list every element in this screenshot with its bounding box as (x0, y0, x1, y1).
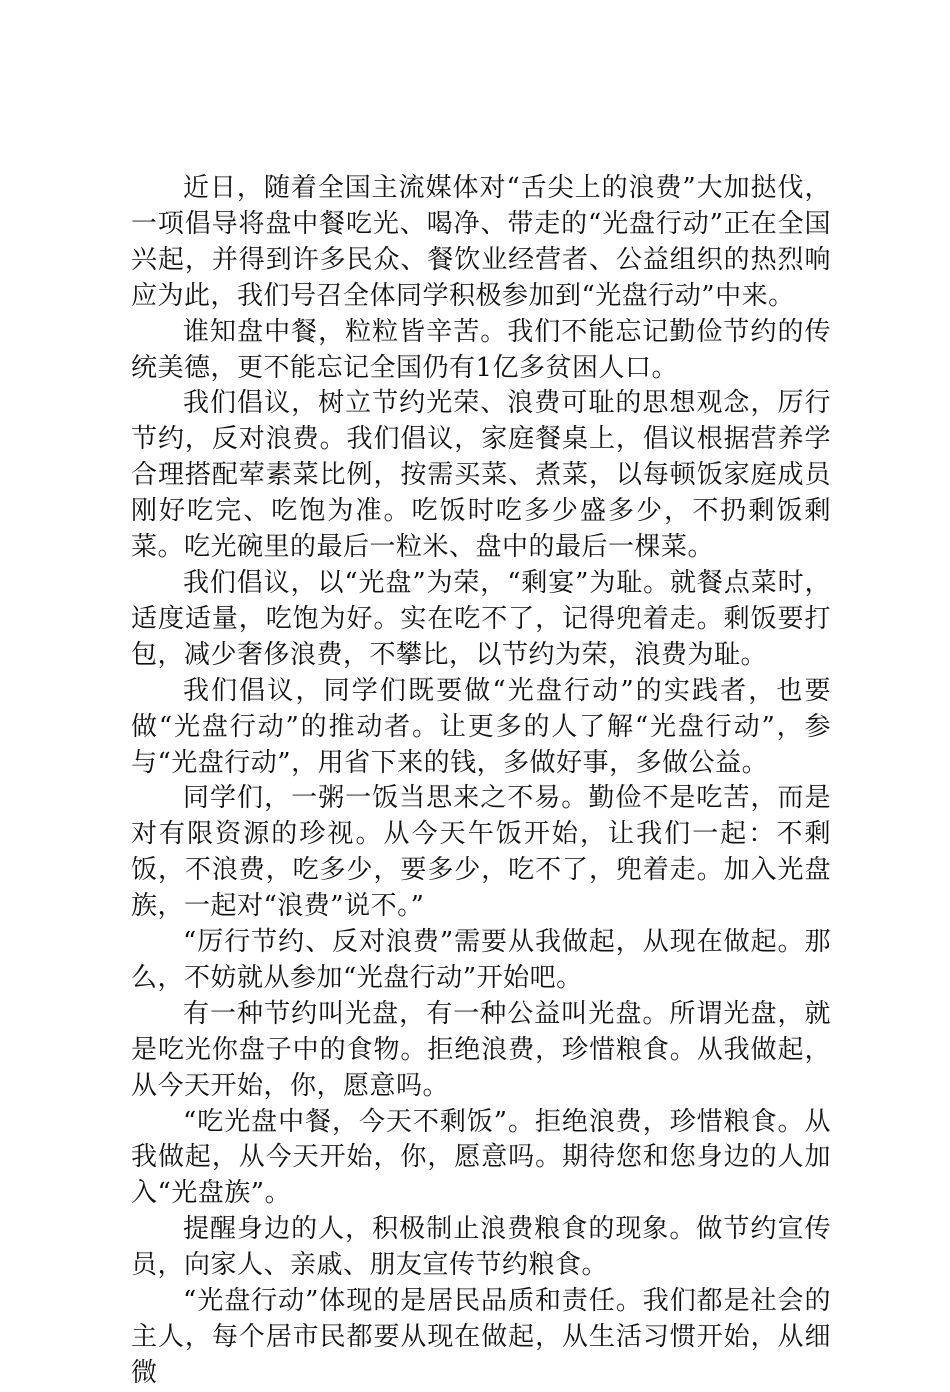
paragraph-6: 同学们，一粥一饭当思来之不易。勤俭不是吃苦，而是对有限资源的珍视。从今天午饭开始，让我们一起：不剩饭，不浪费，吃多少，要多少，吃不了，兜着走。加入光盘族，一起对“浪费”说不。” (131, 783, 831, 922)
paragraph-1: 近日，随着全国主流媒体对“舌尖上的浪费”大加挞伐，一项倡导将盘中餐吃光、喝净、带走的“光盘行动”正在全国兴起，并得到许多民众、餐饮业经营者、公益组织的热烈响应为此，我们号召全体同学积极参加到“光盘行动”中来。 (131, 173, 831, 311)
paragraph-4: 我们倡议，以“光盘”为荣，“剩宴”为耻。就餐点菜时，适度适量，吃饱为好。实在吃不了，记得兜着走。剩饭要打包，减少奢侈浪费，不攀比，以节约为荣，浪费为耻。 (131, 567, 831, 670)
paragraph-9: “吃光盘中餐，今天不剩饭”。拒绝浪费，珍惜粮食。从我做起，从今天开始，你，愿意吗。期待您和您身边的人加入“光盘族”。 (131, 1106, 831, 1209)
paragraph-2: 谁知盘中餐，粒粒皆辛苦。我们不能忘记勤俭节约的传统美德，更不能忘记全国仍有1亿多贫困人口。 (131, 316, 831, 383)
paragraph-5: 我们倡议，同学们既要做“光盘行动”的实践者，也要做“光盘行动”的推动者。让更多的人了解“光盘行动”，参与“光盘行动”，用省下来的钱，多做好事，多做公益。 (131, 675, 831, 778)
document-body (131, 171, 831, 1392)
paragraph-11: “光盘行动”体现的是居民品质和责任。我们都是社会的主人，每个居市民都要从现在做起，从生活习惯开始，从细微 (131, 1286, 831, 1388)
paragraph-7: “厉行节约、反对浪费”需要从我做起，从现在做起。那么，不妨就从参加“光盘行动”开始吧。 (131, 927, 831, 993)
paragraph-3: 我们倡议，树立节约光荣、浪费可耻的思想观念，厉行节约，反对浪费。我们倡议，家庭餐桌上，倡议根据营养学合理搭配荤素菜比例，按需买菜、煮菜，以每顿饭家庭成员刚好吃完、吃饱为准。吃饭时吃多少盛多少，不扔剩饭剩菜。吃光碗里的最后一粒米、盘中的最后一棵菜。 (131, 388, 831, 563)
paragraph-8: 有一种节约叫光盘，有一种公益叫光盘。所谓光盘，就是吃光你盘子中的食物。拒绝浪费，珍惜粮食。从我做起，从今天开始，你，愿意吗。 (131, 998, 831, 1101)
paragraph-10: 提醒身边的人，积极制止浪费粮食的现象。做节约宣传员，向家人、亲戚、朋友宣传节约粮食。 (131, 1214, 831, 1281)
